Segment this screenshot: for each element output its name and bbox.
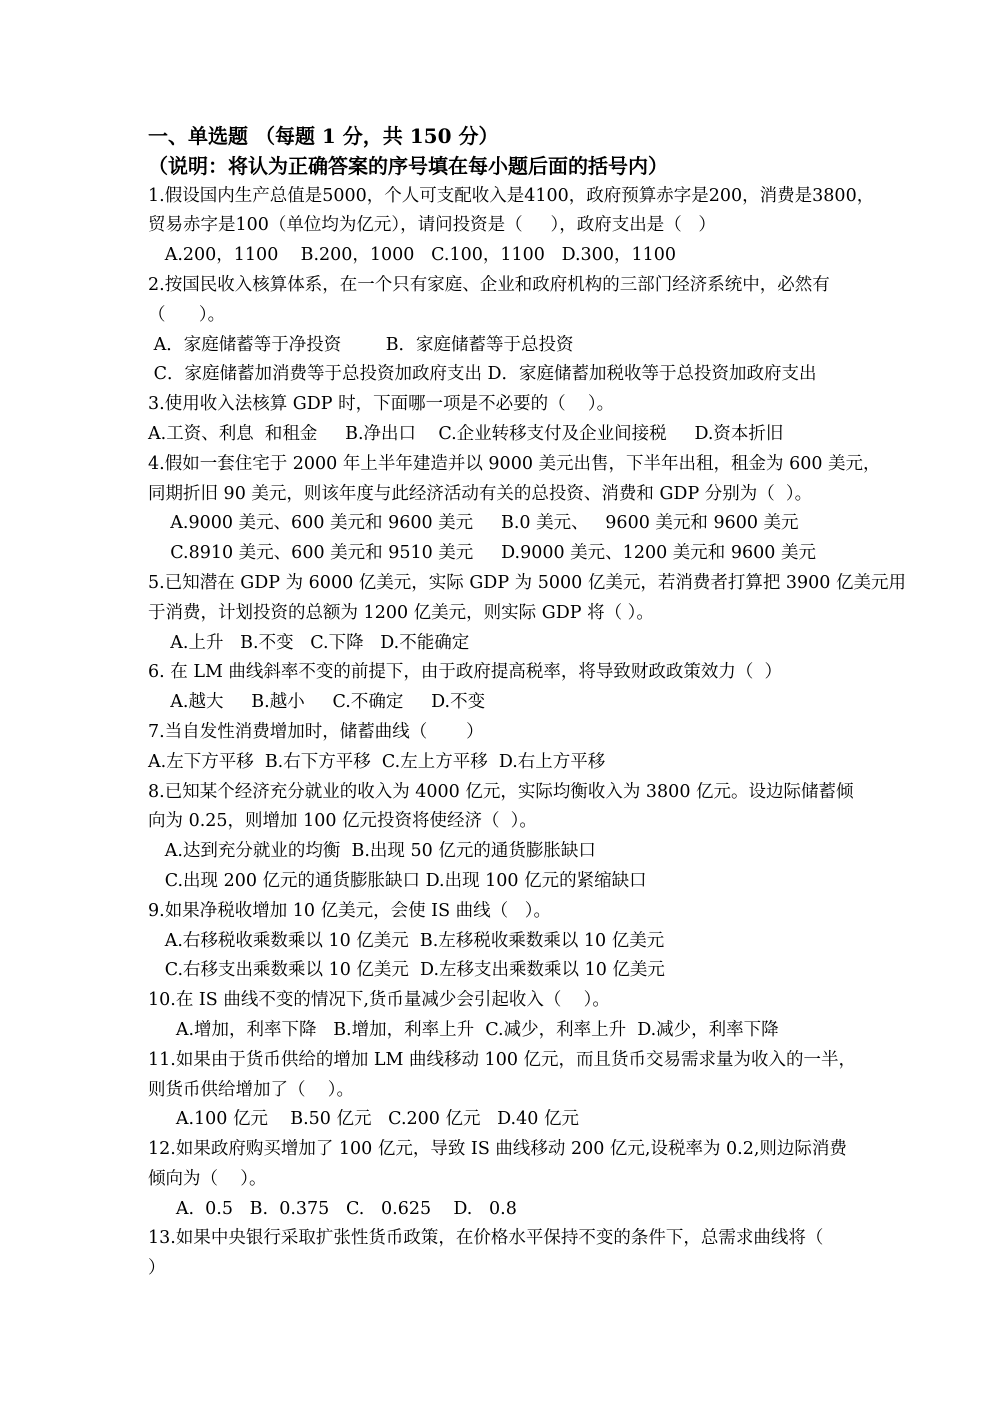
text-line-20: A.越大 B.越小 C.不确定 D.不变: [148, 692, 486, 713]
text-line-23: 8.已知某个经济充分就业的收入为 4000 亿元，实际均衡收入为 3800 亿元。设边际储蓄倾: [148, 781, 854, 802]
text-line-8: A．家庭储蓄等于净投资 B．家庭储蓄等于总投资: [148, 334, 574, 355]
text-line-25: A.达到充分就业的均衡 B.出现 50 亿元的通货膨胀缺口: [148, 841, 596, 862]
text-line-26: C.出现 200 亿元的通货膨胀缺口 D.出现 100 亿元的紧缩缺口: [148, 870, 647, 891]
text-line-22: A.左下方平移 B.右下方平移 C.左上方平移 D.右上方平移: [148, 751, 606, 772]
document-body: [148, 122, 907, 1284]
text-line-4: 贸易赤字是100（单位均为亿元），请问投资是（ ），政府支出是（ ）: [148, 215, 716, 236]
text-line-29: C.右移支出乘数乘以 10 亿美元 D.左移支出乘数乘以 10 亿美元: [148, 960, 665, 981]
text-line-37: A. 0.5 B. 0.375 C. 0.625 D. 0.8: [148, 1198, 517, 1219]
text-line-24: 向为 0.25，则增加 100 亿元投资将使经济（ ）。: [148, 811, 537, 832]
text-line-39: ）: [148, 1258, 166, 1279]
text-line-32: 11.如果由于货币供给的增加 LM 曲线移动 100 亿元，而且货币交易需求量为收入的一半，: [148, 1049, 857, 1070]
text-line-31: A.增加，利率下降 B.增加，利率上升 C.减少，利率上升 D.减少，利率下降: [148, 1019, 779, 1040]
text-line-17: 于消费，计划投资的总额为 1200 亿美元，则实际 GDP 将（ ）。: [148, 602, 654, 623]
text-line-35: 12.如果政府购买增加了 100 亿元，导致 IS 曲线移动 200 亿元,设税率为 0.2,则边际消费: [148, 1139, 847, 1160]
text-line-28: A.右移税收乘数乘以 10 亿美元 B.左移税收乘数乘以 10 亿美元: [148, 930, 665, 951]
text-line-18: A.上升 B.不变 C.下降 D.不能确定: [148, 632, 470, 653]
text-line-3: 1.假设国内生产总值是5000，个人可支配收入是4100，政府预算赤字是200，消费是3800，: [148, 185, 875, 206]
text-line-14: A.9000 美元、600 美元和 9600 美元 B.0 美元、 9600 美元和 9600 美元: [148, 513, 799, 534]
text-line-21: 7.当自发性消费增加时，储蓄曲线（ ）: [148, 721, 484, 742]
text-line-38: 13.如果中央银行采取扩张性货币政策，在价格水平保持不变的条件下，总需求曲线将（: [148, 1228, 824, 1249]
text-line-30: 10.在 IS 曲线不变的情况下,货币量减少会引起收入（ ）。: [148, 990, 610, 1011]
text-line-11: A.工资、利息 和租金 B.净出口 C.企业转移支付及企业间接税 D.资本折旧: [148, 423, 784, 444]
text-line-7: （ ）。: [148, 304, 226, 325]
text-line-1: 一、单选题 （每题 1 分，共 150 分）: [148, 124, 499, 148]
text-line-12: 4.假如一套住宅于 2000 年上半年建造并以 9000 美元出售，下半年出租，租金为 600 美元，: [148, 453, 881, 474]
text-line-19: 6. 在 LM 曲线斜率不变的前提下，由于政府提高税率，将导致财政政策效力（ ）: [148, 662, 783, 683]
text-line-5: A.200，1100 B.200，1000 C.100，1100 D.300，1100: [148, 245, 676, 266]
text-line-33: 则货币供给增加了（ ）。: [148, 1079, 355, 1100]
text-line-6: 2.按国民收入核算体系，在一个只有家庭、企业和政府机构的三部门经济系统中，必然有: [148, 274, 830, 295]
text-line-36: 倾向为（ ）。: [148, 1168, 267, 1189]
text-line-15: C.8910 美元、600 美元和 9510 美元 D.9000 美元、1200 美元和 9600 美元: [148, 543, 816, 564]
text-line-2: （说明：将认为正确答案的序号填在每小题后面的括号内）: [148, 153, 668, 178]
text-line-34: A.100 亿元 B.50 亿元 C.200 亿元 D.40 亿元: [148, 1109, 579, 1130]
text-line-16: 5.已知潜在 GDP 为 6000 亿美元，实际 GDP 为 5000 亿美元，若消费者打算把 3900 亿美元用: [148, 572, 907, 593]
text-line-9: C．家庭储蓄加消费等于总投资加政府支出 D．家庭储蓄加税收等于总投资加政府支出: [148, 364, 817, 385]
text-line-27: 9.如果净税收增加 10 亿美元，会使 IS 曲线（ ）。: [148, 900, 552, 921]
text-line-10: 3.使用收入法核算 GDP 时，下面哪一项是不必要的（ ）。: [148, 394, 615, 415]
text-line-13: 同期折旧 90 美元，则该年度与此经济活动有关的总投资、消费和 GDP 分别为（ ）。: [148, 483, 813, 504]
